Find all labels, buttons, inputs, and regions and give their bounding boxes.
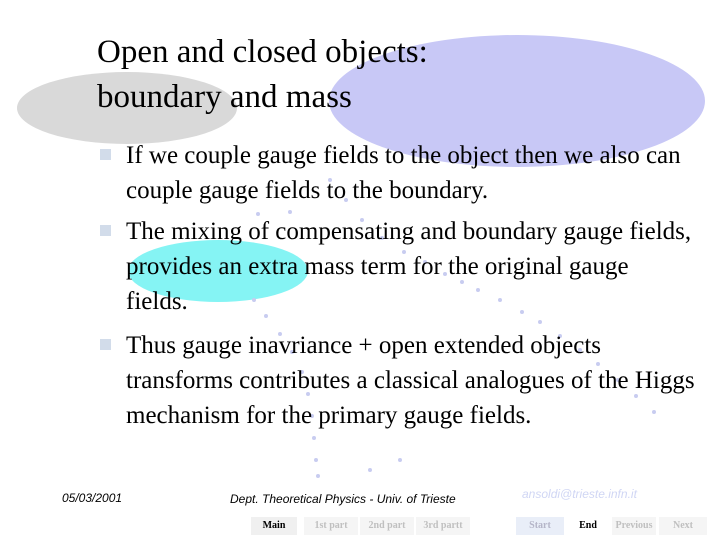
nav-next-button[interactable]: Next <box>659 517 707 535</box>
nav-end-button[interactable]: End <box>566 517 610 535</box>
footer-date: 05/03/2001 <box>62 491 123 505</box>
square-bullet-icon <box>100 225 111 236</box>
nav-previous-button[interactable]: Previous <box>612 517 656 535</box>
square-bullet-icon <box>100 339 111 350</box>
footer-department: Dept. Theoretical Physics - Univ. of Trieste <box>230 492 456 506</box>
bullet-text: The mixing of compensating and boundary gauge fields, provides an extra mass term for the original gauge fields. <box>126 218 692 315</box>
footer-email-link[interactable]: ansoldi@trieste.infn.it <box>522 487 637 501</box>
slide-title <box>97 30 428 120</box>
slide-title-line-2: boundary and mass <box>97 79 352 115</box>
bullet-text: Thus gauge inavriance + open extended objects transforms contributes a classical analogues of the Higgs mechanism for the primary gauge fields. <box>126 332 695 429</box>
nav-3rd-part-button[interactable]: 3rd partt <box>416 517 470 535</box>
nav-start-button[interactable]: Start <box>516 517 564 535</box>
nav-1st-part-button[interactable]: 1st part <box>304 517 358 535</box>
nav-main-button[interactable]: Main <box>251 517 297 535</box>
nav-2nd-part-button[interactable]: 2nd part <box>360 517 414 535</box>
square-bullet-icon <box>100 149 111 160</box>
slide-title-line-1: Open and closed objects: <box>97 34 428 70</box>
bullet-text: If we couple gauge fields to the object then we also can couple gauge fields to the boundary. <box>126 142 681 204</box>
